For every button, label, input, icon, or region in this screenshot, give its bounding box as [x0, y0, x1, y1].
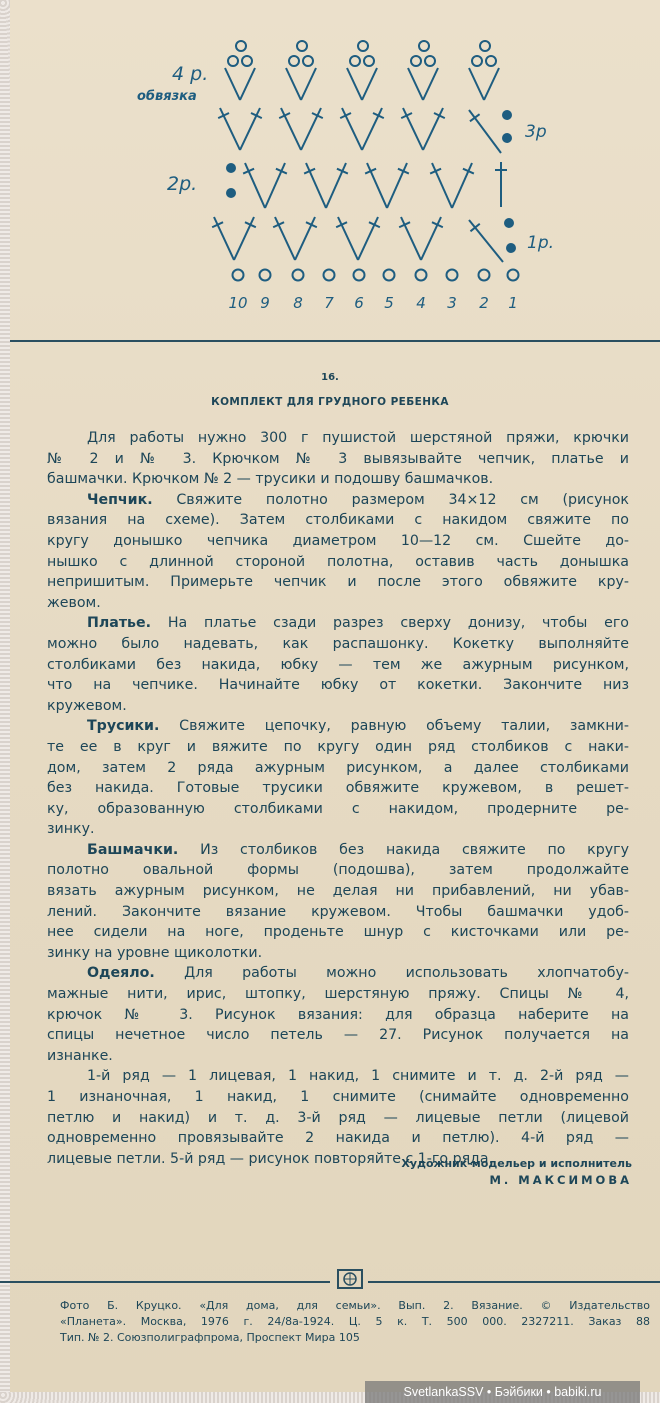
text-line [47, 552, 629, 573]
stitch-number: 6 [354, 294, 364, 312]
text-line-content: лицевые петли. 5-й ряд — рисунок повторяйте с 1-го ряда. [47, 1150, 494, 1167]
double-crochet-stitch [240, 108, 260, 150]
chain-stitch-icon [425, 56, 435, 66]
signature-role: Художник-модельер и исполнитель [401, 1157, 632, 1170]
publisher-logo-icon [334, 1268, 366, 1290]
text-line-content: что на чепчике. Начинайте юбку от кокетки. Закончите низ [47, 677, 629, 694]
text-line-content: столбиками без накида, юбку — тем же ажурным рисунком, [47, 656, 629, 673]
chain-stitch-icon [447, 270, 458, 281]
section-number: 16. [321, 372, 339, 383]
chain-stitch-icon [416, 270, 427, 281]
imprint-line: Фото Б. Круцко. «Для дома, для семьи». Вып. 2. Вязание. © Издательство [60, 1299, 650, 1312]
text-line [47, 655, 629, 676]
text-line-content: одновременно провязывайте 2 накида и петлю). 4-й ряд — [47, 1130, 629, 1147]
text-line [47, 1128, 629, 1149]
text-line-content: Из столбиков без накида свяжите по кругу [178, 841, 629, 858]
imprint [60, 1298, 650, 1346]
chain-stitch-icon [350, 56, 360, 66]
paragraph-heading: Башмачки. [87, 841, 179, 858]
single-crochet-stitch [362, 68, 377, 100]
chain-stitch-icon [324, 270, 335, 281]
stitch-crossbar [470, 114, 480, 121]
double-crochet-stitch [423, 108, 443, 150]
crochet-diagram [0, 0, 660, 330]
text-line-content: петлю и накид) и т. д. 3-й ряд — лицевые петли (лицевой [47, 1109, 629, 1126]
double-crochet-stitch [452, 163, 472, 208]
text-line [47, 737, 629, 758]
text-line-content: 1 изнаночная, 1 накид, 1 снимите (снимайте одновременно [47, 1089, 629, 1105]
text-line-content: вязания на схеме). Затем столбиками с накидом свяжите по [47, 512, 629, 529]
single-crochet-stitch [240, 68, 255, 100]
text-line [47, 984, 629, 1005]
text-line-content: Свяжите полотно размером 34×12 см (рисунок [152, 491, 629, 508]
double-crochet-stitch [295, 217, 315, 260]
double-crochet-stitch [362, 108, 382, 150]
chain-stitch-icon [293, 270, 304, 281]
single-crochet-stitch [484, 68, 499, 100]
turning-chain-dot-icon [502, 133, 512, 143]
double-crochet-stitch [367, 163, 387, 208]
text-line [47, 1108, 629, 1129]
text-line-content: спицы нечетное число петель — 27. Рисунок получается на [47, 1027, 629, 1044]
text-line [47, 1087, 629, 1108]
text-line [47, 696, 629, 717]
text-line-content: № 2 и № 3. Крючком № 3 вывязывайте чепчик, платье и [47, 450, 629, 467]
text-line-content: Для работы нужно 300 г пушистой шерстяной пряжи, крючки [87, 430, 629, 446]
double-crochet-stitch [275, 217, 295, 260]
single-crochet-stitch [469, 68, 484, 100]
double-crochet-stitch [338, 217, 358, 260]
chain-stitch-icon [508, 270, 519, 281]
turning-chain-dot-icon [506, 243, 516, 253]
chain-stitch-icon [303, 56, 313, 66]
text-line [47, 1046, 629, 1067]
text-line-content: Для работы можно использовать хлопчатобу- [154, 965, 629, 982]
text-line-content: вязать ажурным рисунком, не делая ни прибавлений, ни убав- [47, 883, 629, 900]
double-crochet-stitch [265, 163, 285, 208]
chain-stitch-icon [233, 270, 244, 281]
text-line [47, 758, 629, 779]
paragraph-heading: Трусики. [87, 718, 160, 735]
watermark: SvetlankaSSV • Бэйбики • babiki.ru [365, 1381, 640, 1403]
text-line [47, 531, 629, 552]
text-line [47, 613, 629, 634]
chain-stitch-icon [364, 56, 374, 66]
divider-bottom-right [368, 1281, 660, 1283]
text-line [47, 490, 629, 511]
chain-stitch-icon [289, 56, 299, 66]
row-label-1: 1р. [527, 233, 555, 253]
text-line [47, 510, 629, 531]
divider-bottom-left [0, 1281, 330, 1283]
double-crochet-stitch [401, 217, 421, 260]
chain-stitch-icon [236, 41, 246, 51]
chain-stitch-icon [242, 56, 252, 66]
imprint-line: «Планета». Москва, 1976 г. 24/8а-1924. Ц. 5 к. Т. 500 000. 2327211. Заказ 88 [60, 1315, 650, 1328]
turning-chain-dot-icon [502, 110, 512, 120]
row-label-4: 4 р. [172, 63, 209, 85]
double-crochet-stitch [469, 110, 501, 153]
single-crochet-stitch [347, 68, 362, 100]
double-crochet-stitch [358, 217, 378, 260]
double-crochet-stitch [234, 217, 254, 260]
text-line [47, 819, 629, 840]
text-line-content: нышко с длинной стороной полотна, оставив часть донышка [47, 553, 629, 570]
text-line [47, 963, 629, 984]
double-crochet-stitch [301, 108, 321, 150]
double-crochet-stitch [326, 163, 346, 208]
text-line-content: На платье сзади разрез сверху донизу, чтобы его [151, 615, 629, 632]
turning-chain-dot-icon [504, 218, 514, 228]
text-line [47, 881, 629, 902]
chain-stitch-icon [480, 41, 490, 51]
double-crochet-stitch [403, 108, 423, 150]
chain-stitch-icon [472, 56, 482, 66]
text-line-content: те ее в круг и вяжите по кругу один ряд столбиков с наки- [47, 738, 629, 755]
text-line [47, 922, 629, 943]
stitch-number: 2 [479, 294, 489, 312]
stitch-number: 5 [384, 294, 394, 312]
chain-stitch-icon [358, 41, 368, 51]
section-title: КОМПЛЕКТ ДЛЯ ГРУДНОГО РЕБЕНКА [211, 396, 449, 408]
double-crochet-stitch [469, 220, 503, 262]
divider-top [10, 340, 660, 342]
chain-stitch-icon [260, 270, 271, 281]
text-line [47, 449, 629, 470]
row-label-4-sub: обвязка [137, 89, 197, 104]
text-line-content: непришитым. Примерьте чепчик и после этого обвяжите кру- [47, 574, 629, 591]
imprint-line: Тип. № 2. Союзполиграфпрома, Проспект Мира 105 [60, 1331, 360, 1344]
double-crochet-stitch [306, 163, 326, 208]
chain-stitch-icon [297, 41, 307, 51]
text-line [47, 1005, 629, 1026]
text-line [47, 799, 629, 820]
single-crochet-stitch [408, 68, 423, 100]
chain-stitch-icon [479, 270, 490, 281]
text-line-content: ку, образованную столбиками с накидом, продерните ре- [47, 800, 629, 817]
text-line-content: зинку. [47, 821, 95, 838]
text-line [47, 634, 629, 655]
text-line-content: крючок № 3. Рисунок вязания: для образца наберите на [47, 1006, 629, 1023]
double-crochet-stitch [220, 108, 240, 150]
single-crochet-stitch [301, 68, 316, 100]
stitch-number: 4 [416, 294, 426, 312]
chain-stitch-icon [486, 56, 496, 66]
single-crochet-stitch [286, 68, 301, 100]
text-line [47, 1025, 629, 1046]
signature-name: М. МАКСИМОВА [489, 1173, 632, 1187]
double-crochet-stitch [214, 217, 234, 260]
paragraph-heading: Чепчик. [87, 491, 153, 508]
text-line [47, 943, 629, 964]
chain-stitch-icon [411, 56, 421, 66]
text-line [47, 902, 629, 923]
text-line-content: нее сидели на ноге, проденьте шнур с кисточками или ре- [47, 924, 629, 941]
turning-chain-dot-icon [226, 163, 236, 173]
text-line-content: 1-й ряд — 1 лицевая, 1 накид, 1 снимите и т. д. 2-й ряд — [87, 1068, 629, 1085]
text-line-content: зинку на уровне щиколотки. [47, 944, 263, 961]
double-crochet-stitch [387, 163, 407, 208]
stitch-number: 9 [260, 294, 270, 312]
single-crochet-stitch [225, 68, 240, 100]
chain-stitch-icon [384, 270, 395, 281]
text-line [47, 860, 629, 881]
single-crochet-stitch [423, 68, 438, 100]
row-label-2: 2р. [167, 173, 198, 195]
text-line [47, 716, 629, 737]
chain-stitch-icon [228, 56, 238, 66]
instructions-text [47, 428, 629, 1169]
chain-stitch-icon [354, 270, 365, 281]
text-line [47, 1066, 629, 1087]
text-line-content: дом, затем 2 ряда ажурным рисунком, а далее столбиками [47, 759, 629, 776]
text-line [47, 593, 629, 614]
text-line-content: полотно овальной формы (подошва), затем продолжайте [47, 862, 629, 879]
double-crochet-stitch [421, 217, 441, 260]
text-line-content: мажные нити, ирис, штопку, шерстяную пряжу. Спицы № 4, [47, 986, 629, 1003]
double-crochet-stitch [281, 108, 301, 150]
double-crochet-stitch [342, 108, 362, 150]
text-line [47, 428, 629, 449]
signature [401, 1156, 632, 1188]
text-line-content: кругу донышко чепчика диаметром 10—12 см. Сшейте до- [47, 532, 629, 549]
stitch-number: 8 [293, 294, 303, 312]
text-line-content: башмачки. Крючком № 2 — трусики и подошву башмачков. [47, 471, 494, 488]
chain-stitch-icon [419, 41, 429, 51]
text-line [47, 675, 629, 696]
text-line [47, 778, 629, 799]
turning-chain-dot-icon [226, 188, 236, 198]
stitch-number: 10 [228, 294, 248, 312]
row-label-3: 3р [525, 122, 547, 142]
double-crochet-stitch [245, 163, 265, 208]
text-line-content: без накида. Готовые трусики обвяжите кружевом, в решет- [47, 780, 629, 797]
text-line-content: можно было надевать, как распашонку. Кокетку выполняйте [47, 635, 629, 652]
stitch-number: 1 [508, 294, 518, 312]
stitch-number: 7 [324, 294, 334, 312]
double-crochet-stitch [432, 163, 452, 208]
text-line [47, 572, 629, 593]
text-line [47, 469, 629, 490]
text-line-content: кружевом. [47, 697, 127, 714]
paragraph-heading: Платье. [87, 615, 152, 632]
text-line-content: изнанке. [47, 1047, 113, 1064]
text-line-content: лений. Закончите вязание кружевом. Чтобы башмачки удоб- [47, 903, 629, 920]
stitch-number: 3 [447, 294, 457, 312]
text-line-content: жевом. [47, 594, 101, 611]
text-line-content: Свяжите цепочку, равную объему талии, замкни- [159, 718, 629, 735]
text-line [47, 840, 629, 861]
paragraph-heading: Одеяло. [87, 965, 155, 982]
